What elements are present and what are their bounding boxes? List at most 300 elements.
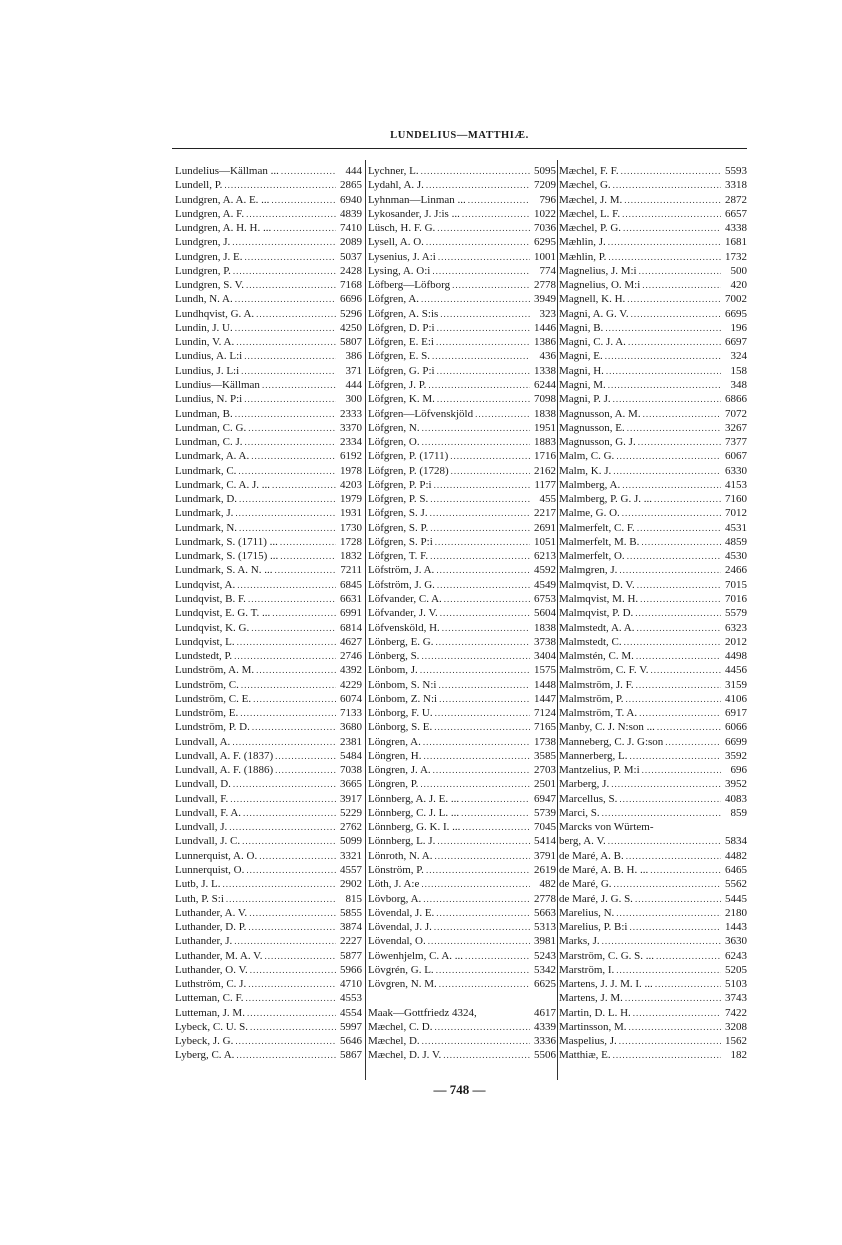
entry-name: Malmström, J. F. xyxy=(559,678,634,691)
entry-number: 1951 xyxy=(534,421,556,434)
entry-name: Löfgren, T. F. xyxy=(368,550,429,563)
entry-number: 444 xyxy=(345,165,362,177)
entry-name: Malmström, T. A. xyxy=(559,707,638,720)
entry-name: Magnelius, J. M:i xyxy=(559,264,637,277)
leader-dots xyxy=(272,478,336,492)
index-entry xyxy=(368,892,556,906)
leader-dots xyxy=(430,492,530,506)
index-entry xyxy=(559,193,747,207)
entry-name: Marelius, N. xyxy=(559,906,615,919)
entry-number: 4482 xyxy=(725,849,747,862)
entry-name: Malmqvist, D. V. xyxy=(559,578,635,591)
leader-dots xyxy=(422,421,530,435)
entry-name: Löfgren, S. P. xyxy=(368,521,429,534)
entry-name: de Maré, G. xyxy=(559,878,612,891)
entry-name: Mæchel, L. F. xyxy=(559,207,621,220)
entry-name: Lundvall, A. F. (1837) xyxy=(175,749,274,762)
entry-name: Mannerberg, L. xyxy=(559,749,628,762)
leader-dots xyxy=(639,264,721,278)
entry-number: 5604 xyxy=(534,607,556,620)
entry-name: Lönbom, Z. N:i xyxy=(368,692,438,705)
entry-number: 482 xyxy=(539,878,556,891)
leader-dots xyxy=(235,292,336,306)
entry-name: Lundstedt, P. xyxy=(175,650,233,663)
leader-dots xyxy=(426,235,530,249)
index-entry xyxy=(559,735,747,749)
index-entry xyxy=(368,578,556,592)
leader-dots xyxy=(243,806,336,820)
leader-dots xyxy=(249,906,336,920)
entry-name: Lönberg, E. G. xyxy=(368,635,434,648)
index-entry xyxy=(175,492,362,506)
leader-dots xyxy=(434,1020,530,1034)
entry-name: Martens, J. J. M. I. ... xyxy=(559,978,653,991)
index-entry xyxy=(368,1034,556,1048)
entry-number: 1447 xyxy=(534,692,556,705)
entry-number: 5646 xyxy=(340,1035,362,1048)
index-entry xyxy=(559,1006,747,1020)
entry-name: Lundgren, A. F. xyxy=(175,207,245,220)
entry-number: 5739 xyxy=(534,806,556,819)
entry-name: de Maré, J. G. S. xyxy=(559,892,633,905)
index-entry xyxy=(559,378,747,392)
index-entry xyxy=(175,849,362,863)
entry-number: 2703 xyxy=(534,764,556,777)
entry-number: 696 xyxy=(730,764,747,777)
leader-dots xyxy=(280,535,336,549)
entry-name: Lundmark, C. xyxy=(175,464,237,477)
leader-dots xyxy=(468,193,530,207)
leader-dots xyxy=(665,735,721,749)
index-entry xyxy=(368,877,556,891)
entry-name: Lychner, L. xyxy=(368,165,419,177)
entry-number: 182 xyxy=(730,1049,747,1062)
entry-number: 4153 xyxy=(725,478,747,491)
entry-number: 4554 xyxy=(340,1006,362,1019)
index-entry xyxy=(368,749,556,763)
leader-dots xyxy=(423,892,530,906)
entry-name: Lysell, A. O. xyxy=(368,236,424,249)
index-entry xyxy=(368,407,556,421)
leader-dots xyxy=(635,892,721,906)
entry-name: Lövendal, J. E. xyxy=(368,906,435,919)
index-entry xyxy=(175,421,362,435)
index-entry xyxy=(368,207,556,221)
entry-number: 5037 xyxy=(340,250,362,263)
index-entry xyxy=(175,592,362,606)
entry-name: Mæhlin, P. xyxy=(559,250,607,263)
entry-number: 1338 xyxy=(534,364,556,377)
index-entry xyxy=(175,221,362,235)
entry-name: Mæchel, J. M. xyxy=(559,193,623,206)
entry-name: Lövborg, A. xyxy=(368,892,422,905)
index-entry xyxy=(368,264,556,278)
entry-number: 5506 xyxy=(534,1049,556,1062)
leader-dots xyxy=(608,250,721,264)
leader-dots xyxy=(440,307,530,321)
entry-number: 4617 xyxy=(534,1006,556,1019)
entry-number: 455 xyxy=(539,493,556,506)
leader-dots xyxy=(281,164,336,178)
entry-number: 5296 xyxy=(340,307,362,320)
leader-dots xyxy=(437,221,530,235)
index-entry xyxy=(559,321,747,335)
index-entry xyxy=(559,635,747,649)
index-entry xyxy=(368,592,556,606)
leader-dots xyxy=(436,335,530,349)
leader-dots xyxy=(613,178,721,192)
entry-number: 6244 xyxy=(534,378,556,391)
index-entry xyxy=(175,834,362,848)
entry-name: Luthander, M. A. V. xyxy=(175,949,263,962)
entry-name: Magni, M. xyxy=(559,378,606,391)
index-entry xyxy=(368,663,556,677)
index-entry xyxy=(559,920,747,934)
entry-number: 6991 xyxy=(340,607,362,620)
index-entry xyxy=(368,421,556,435)
entry-name: Lyberg, C. A. xyxy=(175,1049,235,1062)
index-entry xyxy=(559,621,747,635)
index-entry xyxy=(175,392,362,406)
leader-dots xyxy=(232,235,336,249)
index-entry xyxy=(175,777,362,791)
leader-dots xyxy=(251,449,336,463)
entry-name: Lundmark, S. A. N. ... xyxy=(175,564,273,577)
index-entry xyxy=(175,820,362,834)
leader-dots xyxy=(444,592,530,606)
leader-dots xyxy=(422,435,530,449)
entry-number: 2381 xyxy=(340,735,362,748)
page-header: LUNDELIUS—MATTHIÆ. xyxy=(390,130,529,141)
entry-number: 6753 xyxy=(534,592,556,605)
index-entry xyxy=(559,392,747,406)
header-rule xyxy=(172,148,747,149)
leader-dots xyxy=(248,920,336,934)
leader-dots xyxy=(439,692,530,706)
leader-dots xyxy=(627,421,721,435)
leader-dots xyxy=(264,949,336,963)
entry-number: 1883 xyxy=(534,436,556,449)
leader-dots xyxy=(638,435,721,449)
leader-dots xyxy=(650,863,721,877)
index-entry xyxy=(559,849,747,863)
entry-name: Lutteman, C. F. xyxy=(175,992,244,1005)
leader-dots xyxy=(436,963,530,977)
entry-number: 7072 xyxy=(725,407,747,420)
index-entry xyxy=(368,321,556,335)
entry-number: 1446 xyxy=(534,321,556,334)
entry-name: Lundgren, J. E. xyxy=(175,250,243,263)
leader-dots xyxy=(465,949,530,963)
entry-name: Lundhqvist, G. A. xyxy=(175,307,255,320)
index-entry xyxy=(368,920,556,934)
leader-dots xyxy=(247,1006,336,1020)
entry-number: 7422 xyxy=(725,1006,747,1019)
index-entry xyxy=(175,264,362,278)
entry-number: 2333 xyxy=(340,407,362,420)
entry-name: Lundvall, F. xyxy=(175,792,229,805)
leader-dots xyxy=(229,820,336,834)
entry-number: 4627 xyxy=(340,635,362,648)
leader-dots xyxy=(230,792,336,806)
entry-name: Lövgrén, G. L. xyxy=(368,963,434,976)
index-entry xyxy=(368,991,556,1005)
leader-dots xyxy=(613,1048,721,1062)
leader-dots xyxy=(475,407,530,421)
entry-name: Löfström, J. A. xyxy=(368,564,435,577)
leader-dots xyxy=(627,549,721,563)
leader-dots xyxy=(625,991,721,1005)
entry-number: 2217 xyxy=(534,507,556,520)
entry-number: 5099 xyxy=(340,835,362,848)
leader-dots xyxy=(226,892,336,906)
leader-dots xyxy=(608,378,721,392)
entry-name: Marks, J. xyxy=(559,935,600,948)
index-entry xyxy=(559,407,747,421)
index-entry xyxy=(368,906,556,920)
entry-name: Löfgren, N. xyxy=(368,421,420,434)
entry-name: Malmerfelt, M. B. xyxy=(559,535,640,548)
leader-dots xyxy=(248,977,336,991)
entry-number: 3336 xyxy=(534,1035,556,1048)
entry-name: Martinsson, M. xyxy=(559,1020,627,1033)
entry-name: Mæchel, D. J. V. xyxy=(368,1049,442,1062)
entry-number: 1931 xyxy=(340,507,362,520)
entry-number: 7015 xyxy=(725,578,747,591)
entry-name: Löfvander, C. A. xyxy=(368,592,442,605)
leader-dots xyxy=(239,521,336,535)
entry-name: Manneberg, C. J. G:son xyxy=(559,735,664,748)
entry-number: 6947 xyxy=(534,792,556,805)
index-entry xyxy=(559,250,747,264)
entry-name: Löfberg—Löfborg xyxy=(368,279,451,292)
leader-dots xyxy=(245,250,336,264)
entry-number: 420 xyxy=(730,279,747,292)
index-entry xyxy=(368,178,556,192)
entry-number: 300 xyxy=(345,393,362,406)
entry-name: Lundström, P. D. xyxy=(175,721,250,734)
leader-dots xyxy=(438,250,530,264)
leader-dots xyxy=(462,820,530,834)
leader-dots xyxy=(636,678,721,692)
index-entry xyxy=(175,307,362,321)
index-entry xyxy=(368,349,556,363)
leader-dots xyxy=(434,849,530,863)
entry-name: Lutteman, J. M. xyxy=(175,1006,245,1019)
index-entry xyxy=(175,621,362,635)
entry-number: 7038 xyxy=(340,764,362,777)
index-entry xyxy=(368,506,556,520)
leader-dots xyxy=(437,392,530,406)
index-entry xyxy=(368,977,556,991)
leader-dots xyxy=(272,606,336,620)
entry-number: 5095 xyxy=(534,165,556,177)
entry-number: 774 xyxy=(539,264,556,277)
leader-dots xyxy=(235,1034,336,1048)
entry-name: Lönnberg, A. J. E. ... xyxy=(368,792,460,805)
leader-dots xyxy=(244,349,336,363)
entry-name: Löth, J. A:e xyxy=(368,878,420,891)
entry-number: 6067 xyxy=(725,450,747,463)
entry-name: Malmstén, C. M. xyxy=(559,650,634,663)
entry-name: Lönbom, S. N:i xyxy=(368,678,437,691)
entry-number: 5997 xyxy=(340,1020,362,1033)
leader-dots xyxy=(657,720,721,734)
index-entry xyxy=(368,278,556,292)
index-entry xyxy=(559,1020,747,1034)
index-entry xyxy=(559,949,747,963)
entry-name: Lundvall, A. xyxy=(175,735,231,748)
leader-dots xyxy=(619,1034,721,1048)
index-entry xyxy=(175,991,362,1005)
entry-name: Löfgren, P. P:i xyxy=(368,478,432,491)
entry-number: 2872 xyxy=(725,193,747,206)
index-entry xyxy=(559,335,747,349)
index-entry xyxy=(175,977,362,991)
entry-number: 7160 xyxy=(725,493,747,506)
leader-dots xyxy=(253,692,336,706)
entry-name: Lundvall, J. C. xyxy=(175,835,241,848)
index-entry xyxy=(175,407,362,421)
leader-dots xyxy=(224,178,336,192)
leader-dots xyxy=(450,449,530,463)
index-entry xyxy=(175,949,362,963)
leader-dots xyxy=(256,307,336,321)
entry-number: 3370 xyxy=(340,421,362,434)
entry-name: Magnell, K. H. xyxy=(559,293,626,306)
leader-dots xyxy=(438,678,530,692)
index-entry xyxy=(175,578,362,592)
entry-name: Lundman, C. J. xyxy=(175,436,243,449)
leader-dots xyxy=(437,578,530,592)
leader-dots xyxy=(627,292,721,306)
index-entry xyxy=(175,1034,362,1048)
leader-dots xyxy=(435,535,530,549)
leader-dots xyxy=(654,492,721,506)
index-entry xyxy=(368,720,556,734)
entry-name: Lövendal, O. xyxy=(368,935,426,948)
index-entry xyxy=(368,378,556,392)
entry-number: 1386 xyxy=(534,336,556,349)
entry-name: Lönbom, J. xyxy=(368,664,418,677)
leader-dots xyxy=(461,806,530,820)
entry-number: 3592 xyxy=(725,749,747,762)
entry-number: 4839 xyxy=(340,207,362,220)
entry-number: 6243 xyxy=(725,949,747,962)
entry-name: Lönroth, N. A. xyxy=(368,849,433,862)
entry-name: Lysing, A. O:i xyxy=(368,264,431,277)
entry-name: Lönborg, S. E. xyxy=(368,721,433,734)
leader-dots xyxy=(623,221,721,235)
entry-number: 6631 xyxy=(340,592,362,605)
entry-number: 6625 xyxy=(534,978,556,991)
entry-name: Löfgren, P. S. xyxy=(368,493,429,506)
entry-number: 859 xyxy=(730,806,747,819)
entry-number: 2691 xyxy=(534,521,556,534)
index-column-2 xyxy=(368,164,556,1074)
entry-number: 815 xyxy=(345,892,362,905)
index-entry xyxy=(559,164,747,178)
leader-dots xyxy=(234,934,336,948)
entry-number: 6695 xyxy=(725,307,747,320)
leader-dots xyxy=(426,178,530,192)
index-entry xyxy=(175,792,362,806)
entry-name: Magni, B. xyxy=(559,321,604,334)
entry-number: 3952 xyxy=(725,778,747,791)
entry-number: 4710 xyxy=(340,978,362,991)
entry-number: 2180 xyxy=(725,906,747,919)
entry-number: 4531 xyxy=(725,521,747,534)
index-entry xyxy=(175,435,362,449)
leader-dots xyxy=(262,378,336,392)
leader-dots xyxy=(613,392,721,406)
entry-name: Lönborg, F. U. xyxy=(368,707,433,720)
index-entry xyxy=(368,235,556,249)
index-entry xyxy=(175,892,362,906)
entry-number: 5229 xyxy=(340,806,362,819)
leader-dots xyxy=(223,877,336,891)
entry-number: 371 xyxy=(345,364,362,377)
entry-name: Lönnberg, G. K. I. ... xyxy=(368,821,461,834)
entry-name: Luthander, D. P. xyxy=(175,921,247,934)
leader-dots xyxy=(437,364,530,378)
entry-number: 5855 xyxy=(340,906,362,919)
entry-name: Magni, A. G. V. xyxy=(559,307,629,320)
entry-name: Magnusson, A. M. xyxy=(559,407,641,420)
entry-name: Matthiæ, E. xyxy=(559,1049,611,1062)
index-entry xyxy=(368,820,556,834)
index-entry xyxy=(175,906,362,920)
index-entry xyxy=(559,563,747,577)
index-entry xyxy=(368,221,556,235)
index-entry xyxy=(368,307,556,321)
index-entry xyxy=(175,720,362,734)
index-entry xyxy=(175,649,362,663)
entry-number: 4106 xyxy=(725,692,747,705)
entry-number: 4203 xyxy=(340,478,362,491)
entry-name: Marelius, P. B:i xyxy=(559,921,628,934)
leader-dots xyxy=(236,1048,336,1062)
entry-number: 1838 xyxy=(534,621,556,634)
entry-number: 1738 xyxy=(534,735,556,748)
leader-dots xyxy=(246,863,336,877)
entry-name: Maak—Gottfriedz 4324, xyxy=(368,1006,477,1019)
entry-name: Löfgren, G. P:i xyxy=(368,364,435,377)
entry-number: 2501 xyxy=(534,778,556,791)
entry-name: Luth, P. S:i xyxy=(175,892,224,905)
leader-dots xyxy=(602,934,721,948)
index-entry xyxy=(175,1048,362,1062)
index-entry xyxy=(368,678,556,692)
entry-name: Lundin, V. A. xyxy=(175,336,235,349)
entry-number: 6657 xyxy=(725,207,747,220)
entry-number: 6213 xyxy=(534,550,556,563)
index-entry xyxy=(559,478,747,492)
entry-name: Maspelius, J. xyxy=(559,1035,617,1048)
index-entry xyxy=(175,250,362,264)
leader-dots xyxy=(443,1048,530,1062)
entry-name: Marström, I. xyxy=(559,963,615,976)
entry-name: Mæchel, D. xyxy=(368,1035,420,1048)
entry-number: 6295 xyxy=(534,236,556,249)
index-entry xyxy=(559,963,747,977)
index-entry xyxy=(559,264,747,278)
entry-number: 3208 xyxy=(725,1020,747,1033)
index-entry xyxy=(368,478,556,492)
index-entry xyxy=(559,492,747,506)
entry-number: 3917 xyxy=(340,792,362,805)
index-entry xyxy=(175,763,362,777)
